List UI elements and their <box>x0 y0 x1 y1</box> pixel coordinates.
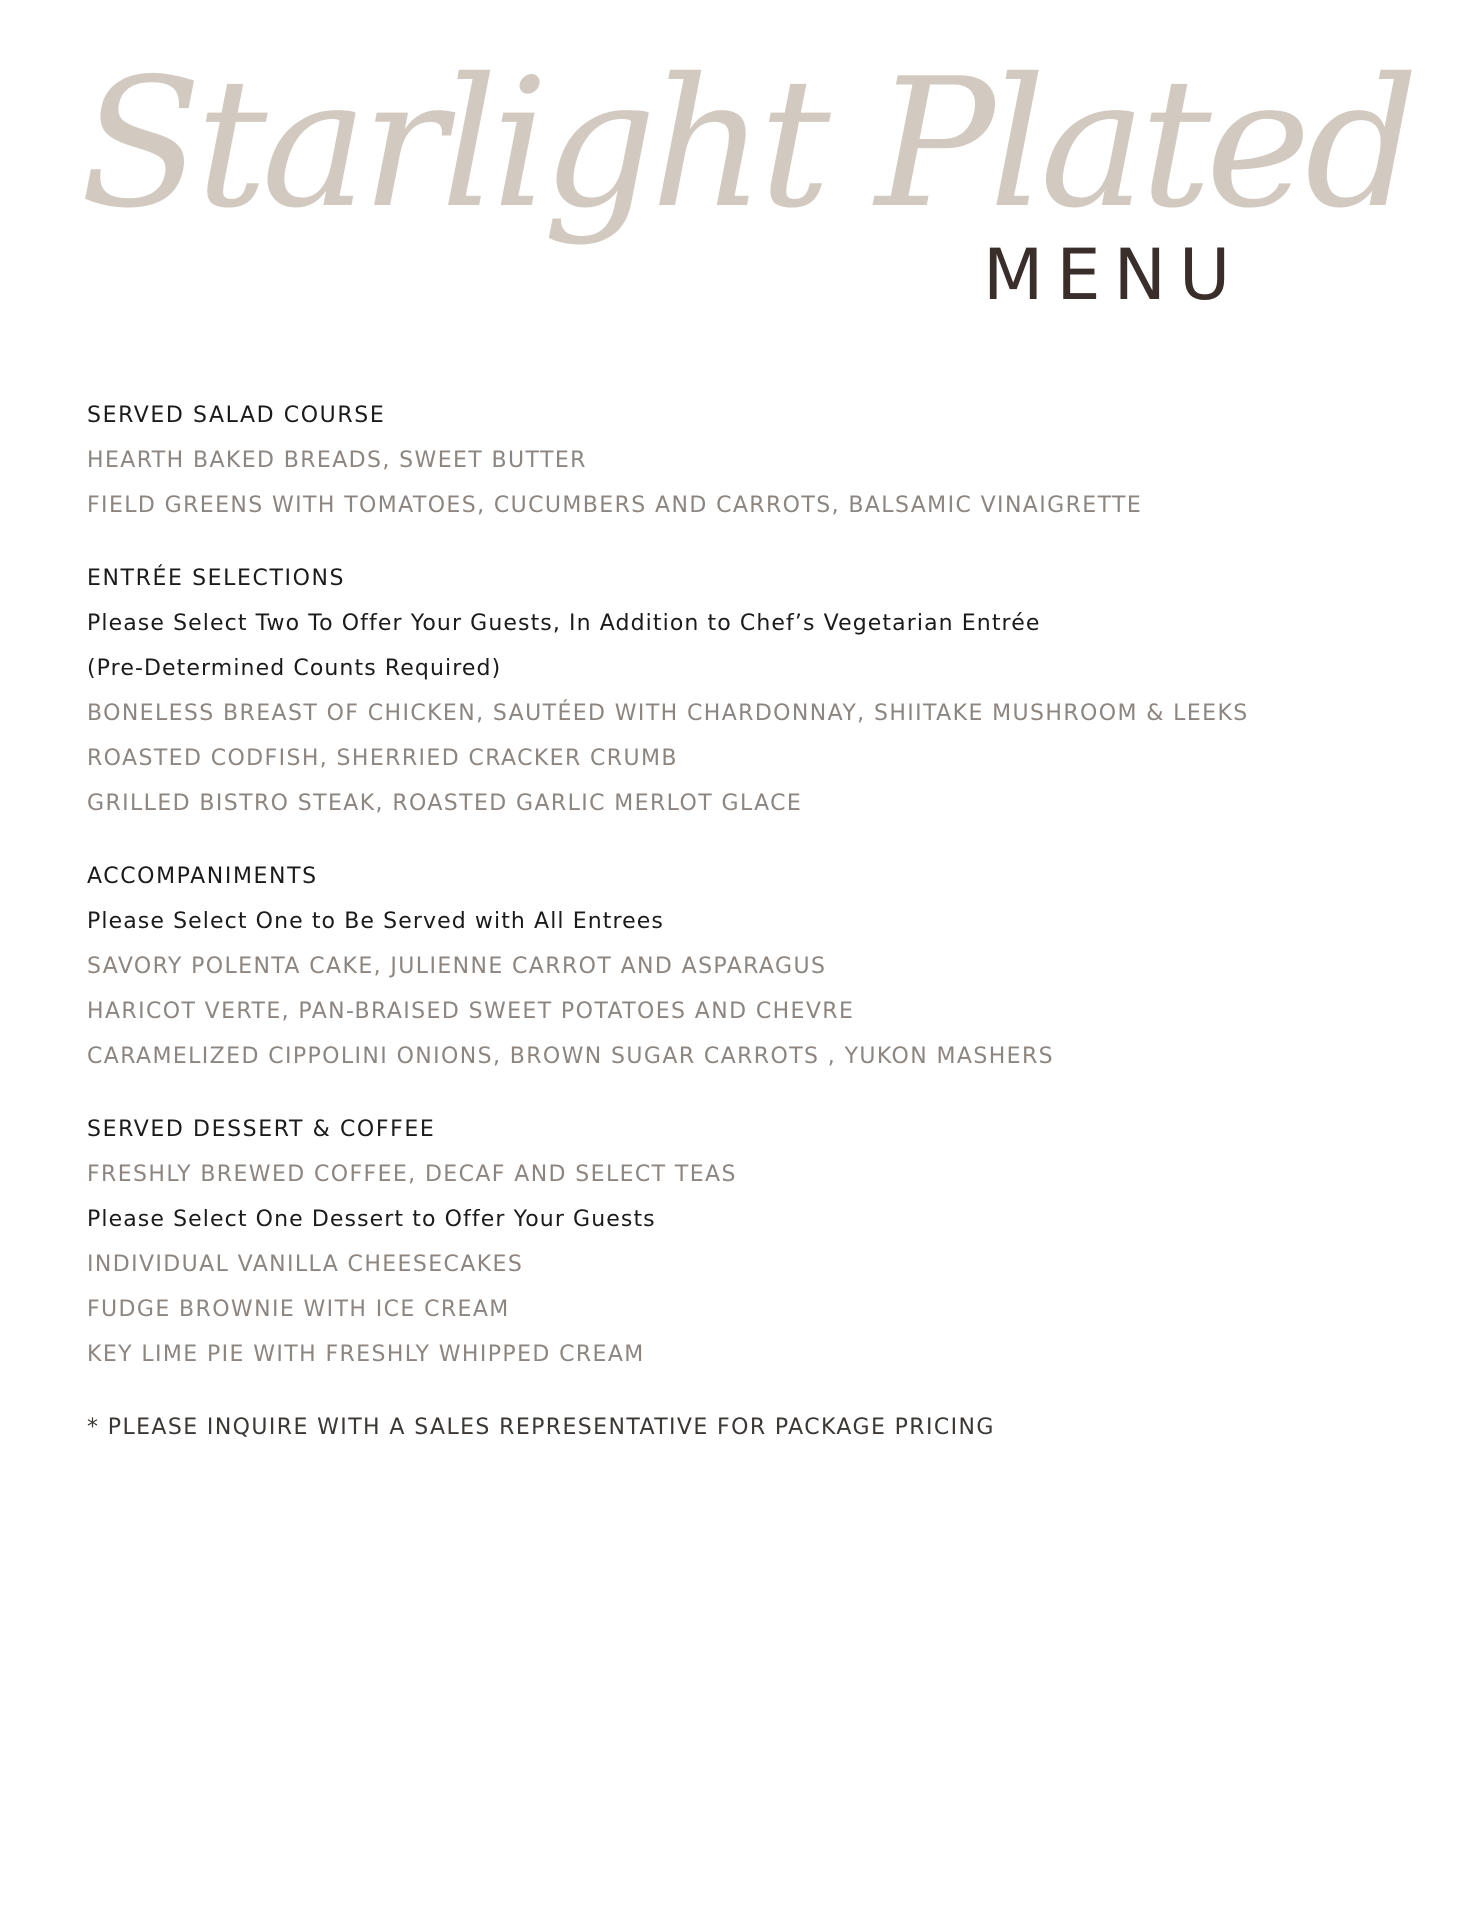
menu-item: SAVORY POLENTA CAKE, JULIENNE CARROT AND ASPARAGUS <box>87 954 827 979</box>
menu-item: CARAMELIZED CIPPOLINI ONIONS, BROWN SUGAR CARROTS , YUKON MASHERS <box>87 1044 1055 1069</box>
menu-content <box>87 393 1417 1450</box>
menu-item: KEY LIME PIE WITH FRESHLY WHIPPED CREAM <box>87 1342 645 1367</box>
section-heading: SERVED SALAD COURSE <box>87 403 386 428</box>
pricing-footnote: * PLEASE INQUIRE WITH A SALES REPRESENTATIVE FOR PACKAGE PRICING <box>87 1415 995 1440</box>
section-dessert <box>87 1107 1417 1377</box>
menu-item: GRILLED BISTRO STEAK, ROASTED GARLIC MERLOT GLACE <box>87 791 803 816</box>
menu-item: ROASTED CODFISH, SHERRIED CRACKER CRUMB <box>87 746 678 771</box>
menu-item: FRESHLY BREWED COFFEE, DECAF AND SELECT TEAS <box>87 1162 737 1187</box>
section-note: Please Select One to Be Served with All Entrees <box>87 909 664 934</box>
section-note: (Pre-Determined Counts Required) <box>87 656 502 681</box>
menu-item: HARICOT VERTE, PAN-BRAISED SWEET POTATOES AND CHEVRE <box>87 999 855 1024</box>
menu-title-word: MENU <box>983 234 1244 316</box>
section-heading: SERVED DESSERT & COFFEE <box>87 1117 436 1142</box>
section-salad <box>87 393 1417 528</box>
section-entree <box>87 556 1417 826</box>
menu-item: HEARTH BAKED BREADS, SWEET BUTTER <box>87 448 587 473</box>
section-heading: ACCOMPANIMENTS <box>87 864 318 889</box>
section-note: Please Select One Dessert to Offer Your Guests <box>87 1207 656 1232</box>
menu-item: FUDGE BROWNIE WITH ICE CREAM <box>87 1297 510 1322</box>
section-accompaniments <box>87 854 1417 1079</box>
menu-item: INDIVIDUAL VANILLA CHEESECAKES <box>87 1252 524 1277</box>
section-note: Please Select Two To Offer Your Guests, In Addition to Chef’s Vegetarian Entrée <box>87 611 1041 636</box>
section-heading: ENTRÉE SELECTIONS <box>87 566 346 591</box>
menu-item: BONELESS BREAST OF CHICKEN, SAUTÉED WITH CHARDONNAY, SHIITAKE MUSHROOM & LEEKS <box>87 701 1249 726</box>
menu-title-script: Starlight Plated <box>80 40 1413 247</box>
menu-item: FIELD GREENS WITH TOMATOES, CUCUMBERS AND CARROTS, BALSAMIC VINAIGRETTE <box>87 493 1143 518</box>
